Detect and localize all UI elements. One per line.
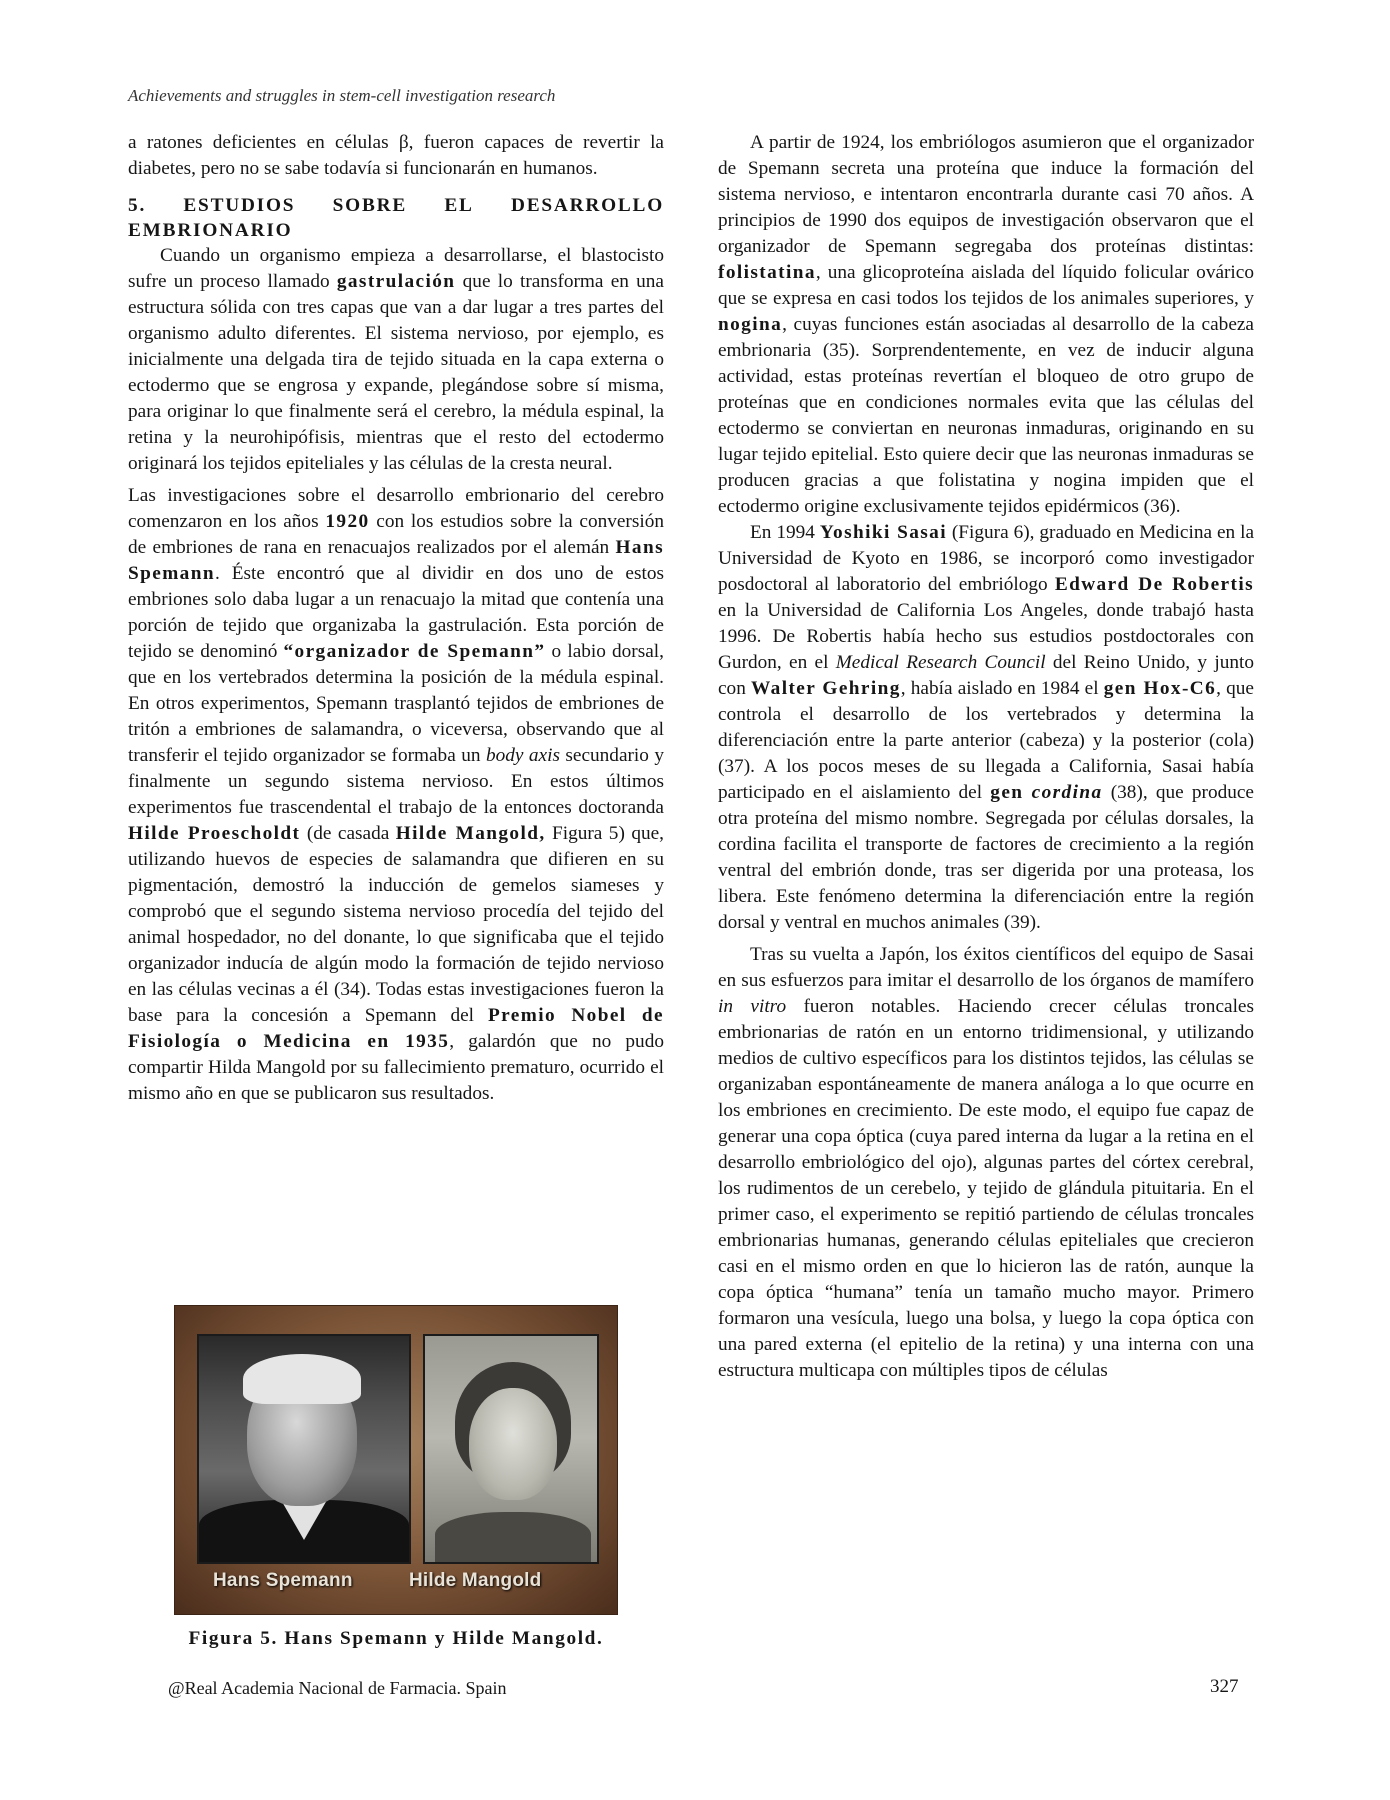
intro-paragraph: a ratones deficientes en células β, fueron capaces de revertir la diabetes, pero no se sabe todavía si funcionarán en humanos. (128, 132, 664, 179)
photo-label-left: Hans Spemann (213, 1570, 353, 1591)
page-number: 327 (1210, 1676, 1239, 1697)
name-walter-gehring: Walter Gehring (751, 678, 901, 699)
photo-label-right: Hilde Mangold (409, 1570, 542, 1591)
term-premio-nobel: Premio Nobel de Fisiología o Medicina en 1935 (128, 1005, 664, 1052)
heading-word: DESARROLLO (511, 195, 664, 216)
term-gen-hox-c6: gen Hox-C6 (1103, 678, 1217, 699)
term-body-axis: body axis (485, 745, 560, 766)
name-hans-spemann: Hans Spemann (128, 537, 664, 584)
name-yoshiki-sasai: Yoshiki Sasai (819, 522, 947, 543)
term-medical-research-council: Medical Research Council (835, 652, 1046, 673)
left-column (128, 130, 664, 1107)
heading-word: SOBRE (332, 195, 408, 216)
section-heading (128, 193, 664, 243)
term-cordina: cordina (1031, 782, 1103, 803)
paragraph-gastrulation: Cuando un organismo empieza a desarrollarse, el blastocisto sufre un proceso llamado gastrulación que lo transforma en una estructura sólida con tres capas que van a dar lugar a tres partes del organismo adulto diferentes. El sistema nervioso, por ejemplo, es inicialmente una delgada tira de tejido situada en la capa externa o ectodermo que se engrosa y expande, plegándose sobre sí misma, para originar lo que finalmente será el cerebro, la médula espinal, la retina y la neurohipófisis, mientras que el resto del ectodermo originará los tejidos epiteliales y las células de la cresta neural. (128, 245, 664, 474)
term-nogina: nogina (718, 314, 783, 335)
name-hilde-proescholdt: Hilde Proescholdt (128, 823, 301, 844)
figure-5-photo (174, 1305, 618, 1615)
heading-line-2: EMBRIONARIO (128, 220, 293, 241)
right-column (718, 130, 1254, 1384)
portrait-hilde-mangold (423, 1334, 599, 1564)
term-1920: 1920 (325, 511, 370, 532)
running-header: Achievements and struggles in stem-cell investigation research (128, 86, 556, 105)
term-organizador: “organizador de Spemann” (283, 641, 546, 662)
name-hilde-mangold: Hilde Mangold, (395, 823, 546, 844)
figure-caption: Figura 5. Hans Spemann y Hilde Mangold. (188, 1628, 604, 1649)
paragraph-spemann: Las investigaciones sobre el desarrollo embrionario del cerebro comenzaron en los años 1920 con los estudios sobre la conversión de embriones de rana en renacuajos realizados por el alemán Hans Spemann. Éste encontró que al dividir en dos uno de estos embriones solo daba lugar a un renacuajo la mitad que contenía una porción de tejido que organizaba la gastrulación. Esta porción de tejido se denominó “organizador de Spemann” o labio dorsal, que en los vertebrados determina la posición de la médula espinal. En otros experimentos, Spemann trasplantó tejidos de embriones de tritón a embriones de salamandra, o viceversa, observando que al transferir el tejido organizador se formaba un body axis secundario y finalmente un segundo sistema nervioso. En estos últimos experimentos fue trascendental el trabajo de la entonces doctoranda Hilde Proescholdt (de casada Hilde Mangold, Figura 5) que, utilizando huevos de especies de salamandra que difieren en su pigmentación, demostró la inducción de gemelos siameses y comprobó que el segundo sistema nervioso procedía del tejido del animal hospedador, no del donante, lo que significaba que el tejido organizador inducía de algún modo la formación de tejido nervioso en las células vecinas a él (34). Todas estas investigaciones fueron la base para la concesión a Spemann del Premio Nobel de Fisiología o Medicina en 1935, galardón que no pudo compartir Hilda Mangold por su fallecimiento prematuro, ocurrido el mismo año en que se publicaron sus resultados. (128, 485, 665, 1104)
term-gen: gen (990, 782, 1024, 803)
paragraph-folistatina: A partir de 1924, los embriólogos asumieron que el organizador de Spemann secreta una proteína que induce la formación del sistema nervioso, e intentaron encontrarla durante casi 70 años. A principios de 1990 dos equipos de investigación observaron que el organizador de Spemann segregaba dos proteínas distintas: folistatina, una glicoproteína aislada del líquido folicular ovárico que se expresa en casi todos los tejidos de los animales superiores, y nogina, cuyas funciones están asociadas al desarrollo de la cabeza embrionaria (35). Sorprendentemente, en vez de inducir alguna actividad, estas proteínas revertían el bloqueo de otro grupo de proteínas que en condiciones normales evita que las células del ectodermo se conviertan en neuronas inmaduras, originando en su lugar tejido epitelial. Esto quiere decir que las neuronas inmaduras se producen gracias a que folistatina y nogina impiden que el ectodermo origine exclusivamente tejidos epidérmicos (36). (718, 132, 1254, 517)
portrait-hans-spemann (197, 1334, 411, 1564)
paragraph-sasai: En 1994 Yoshiki Sasai (Figura 6), graduado en Medicina en la Universidad de Kyoto en 1986, se incorporó como investigador posdoctoral al laboratorio del embriólogo Edward De Robertis en la Universidad de California Los Angeles, donde trabajó hasta 1996. De Robertis había hecho sus estudios postdoctorales con Gurdon, en el Medical Research Council del Reino Unido, y junto con Walter Gehring, había aislado en 1984 el gen Hox-C6, que controla el desarrollo de los vertebrados y determina la diferenciación entre la parte anterior (cabeza) y la posterior (cola) (37). A los pocos meses de su llegada a California, Sasai había participado en el aislamiento del gen cordina (38), que produce otra proteína del mismo nombre. Segregada por células dorsales, la cordina facilita el transporte de factores de crecimiento a la región ventral del embrión donde, tras ser digerida por una proteasa, los libera. Este fenómeno determina la diferenciación entre la región dorsal y ventral en muchos animales (39). (718, 522, 1255, 933)
paragraph-japan: Tras su vuelta a Japón, los éxitos científicos del equipo de Sasai en sus esfuerzos para imitar el desarrollo de los órganos de mamífero in vitro fueron notables. Haciendo crecer células troncales embrionarias de ratón en un entorno tridimensional, y utilizando medios de cultivo específicos para los distintos tejidos, las células se organizaban espontáneamente de manera análoga a lo que ocurre en los embriones en crecimiento. De este modo, el equipo fue capaz de generar una copa óptica (cuya pared interna da lugar a la retina en el desarrollo embriológico del ojo), algunas partes del córtex cerebral, los rudimentos de un cerebelo, y tejido de glándula pituitaria. En el primer caso, el experimento se repitió partiendo de células troncales embrionarias humanas, generando células epiteliales que crecieron casi en el mismo orden en que lo hicieron las de ratón, aunque la copa óptica “humana” tenía un tamaño mucho mayor. Primero formaron una vesícula, luego una bolsa, y luego la copa óptica con una pared externa (el epitelio de la retina) y una interna con una estructura multicapa con múltiples tipos de células (718, 944, 1254, 1381)
name-edward-de-robertis: Edward De Robertis (1054, 574, 1254, 595)
term-in-vitro: in vitro (718, 996, 787, 1017)
heading-word: EL (444, 195, 474, 216)
term-folistatina: folistatina (718, 262, 816, 283)
heading-number: 5. (128, 195, 147, 216)
term-gastrulacion: gastrulación (336, 271, 456, 292)
footer-copyright: @Real Academia Nacional de Farmacia. Spain (168, 1678, 507, 1698)
heading-word: ESTUDIOS (183, 195, 296, 216)
